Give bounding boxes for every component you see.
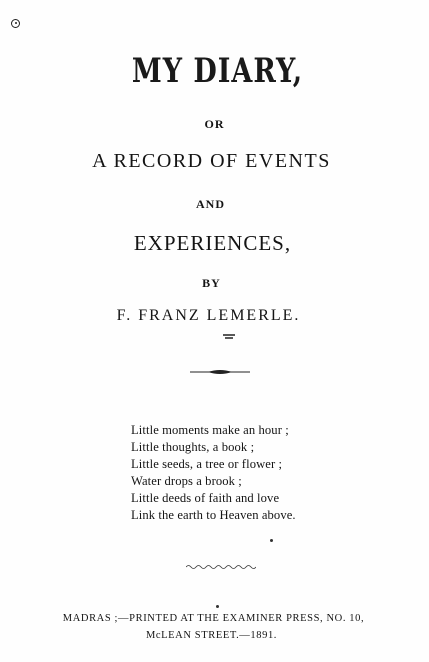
ink-speck xyxy=(216,605,219,608)
flourish-icon xyxy=(222,333,236,341)
poem-line: Little thoughts, a book ; xyxy=(131,440,255,454)
ink-speck xyxy=(270,539,273,542)
author-name: F. FRANZ LEMERLE. xyxy=(116,307,301,324)
subtitle-line-2: EXPERIENCES, xyxy=(133,231,292,255)
subtitle-line-1: A RECORD OF EVENTS xyxy=(92,150,331,172)
circle-dot-icon xyxy=(11,19,20,28)
poem-line: Water drops a brook ; xyxy=(131,474,242,488)
poem-line: Little deeds of faith and love xyxy=(131,491,280,505)
poem-line: Little moments make an hour ; xyxy=(131,423,289,437)
poem-line: Link the earth to Heaven above. xyxy=(131,508,296,522)
poem-line: Little seeds, a tree or flower ; xyxy=(131,457,283,471)
epigraph-poem xyxy=(131,422,361,524)
imprint-line-1: MADRAS ;—PRINTED AT THE EXAMINER PRESS, NO. 10, xyxy=(62,613,365,624)
book-title: MY DIARY, xyxy=(131,52,304,91)
and-connector: AND xyxy=(196,197,225,211)
by-label: BY xyxy=(202,276,221,290)
wavy-rule-icon xyxy=(186,564,256,570)
imprint-line-2: McLEAN STREET.—1891. xyxy=(145,630,278,641)
rule-ornament-icon xyxy=(190,368,250,376)
or-connector: OR xyxy=(204,117,225,131)
